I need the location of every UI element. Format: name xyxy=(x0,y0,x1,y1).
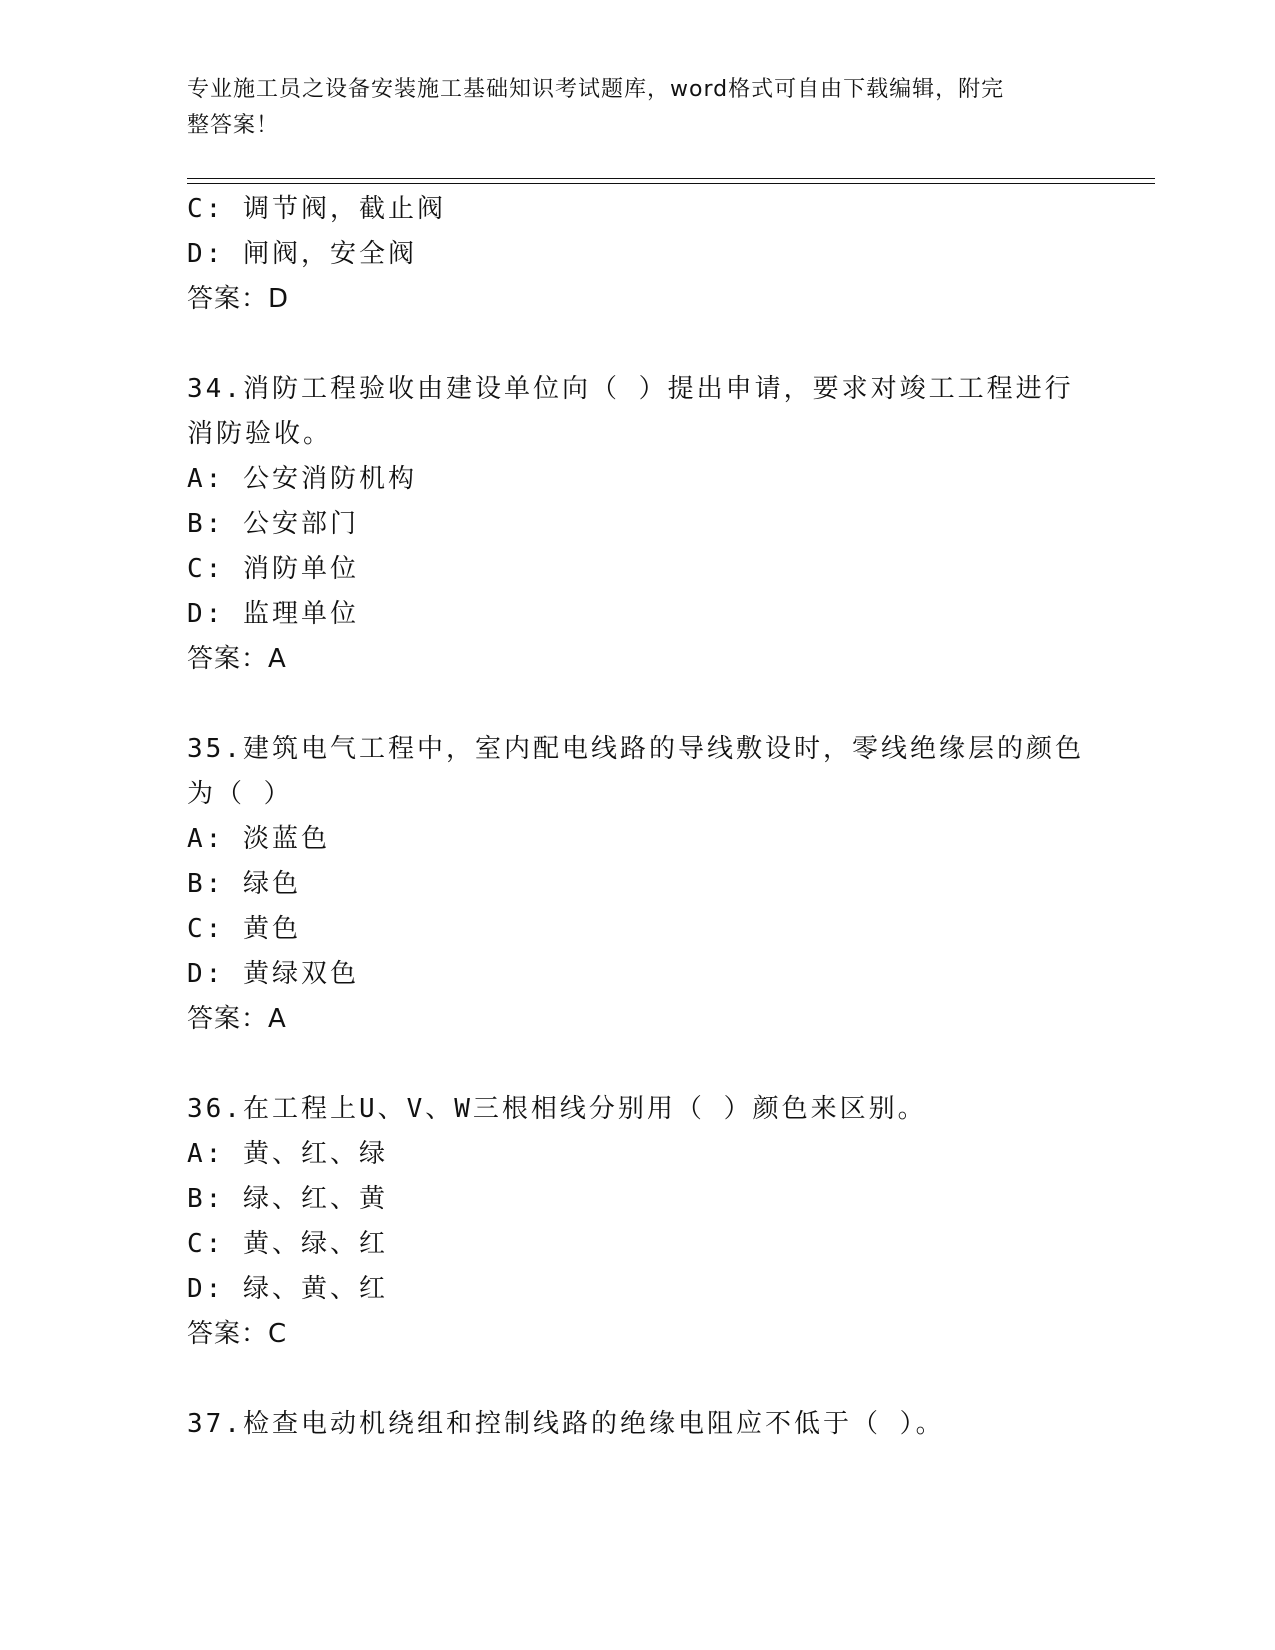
option-d: D: 监理单位 xyxy=(187,599,359,629)
option-a: A: 黄、红、绿 xyxy=(187,1139,388,1169)
header-line-2: 整答案！ xyxy=(187,113,280,138)
answer-label: 答案：A xyxy=(187,1004,287,1034)
question-37: 37.检查电动机绕组和控制线路的绝缘电阻应不低于（ ）。 xyxy=(187,1409,945,1439)
option-b: B: 公安部门 xyxy=(187,509,359,539)
header-line-1: 专业施工员之设备安装施工基础知识考试题库，word格式可自由下载编辑，附完 xyxy=(187,77,1005,102)
option-b: B: 绿色 xyxy=(187,869,301,899)
option-c: C: 黄色 xyxy=(187,914,301,944)
answer-label: 答案：A xyxy=(187,644,287,674)
question-34-cont: 消防验收。 xyxy=(187,419,333,449)
option-a: A: 淡蓝色 xyxy=(187,824,330,854)
question-35-cont: 为（ ） xyxy=(187,779,293,809)
option-b: B: 绿、红、黄 xyxy=(187,1184,388,1214)
question-35: 35.建筑电气工程中，室内配电线路的导线敷设时，零线绝缘层的颜色 xyxy=(187,734,1084,764)
option-d: D: 闸阀，安全阀 xyxy=(187,239,417,269)
answer-label: 答案：C xyxy=(187,1319,288,1349)
option-c: C: 消防单位 xyxy=(187,554,359,584)
question-34: 34.消防工程验收由建设单位向（ ）提出申请，要求对竣工工程进行 xyxy=(187,374,1074,404)
header-rule-bottom xyxy=(187,183,1155,184)
answer-label: 答案：D xyxy=(187,284,290,314)
document-header xyxy=(187,72,1067,144)
question-36: 36.在工程上U、V、W三根相线分别用（ ）颜色来区别。 xyxy=(187,1094,927,1124)
header-rule-top xyxy=(187,178,1155,179)
option-d: D: 黄绿双色 xyxy=(187,959,359,989)
option-d: D: 绿、黄、红 xyxy=(187,1274,388,1304)
option-a: A: 公安消防机构 xyxy=(187,464,417,494)
option-c: C: 黄、绿、红 xyxy=(187,1229,388,1259)
option-c: C: 调节阀，截止阀 xyxy=(187,194,446,224)
